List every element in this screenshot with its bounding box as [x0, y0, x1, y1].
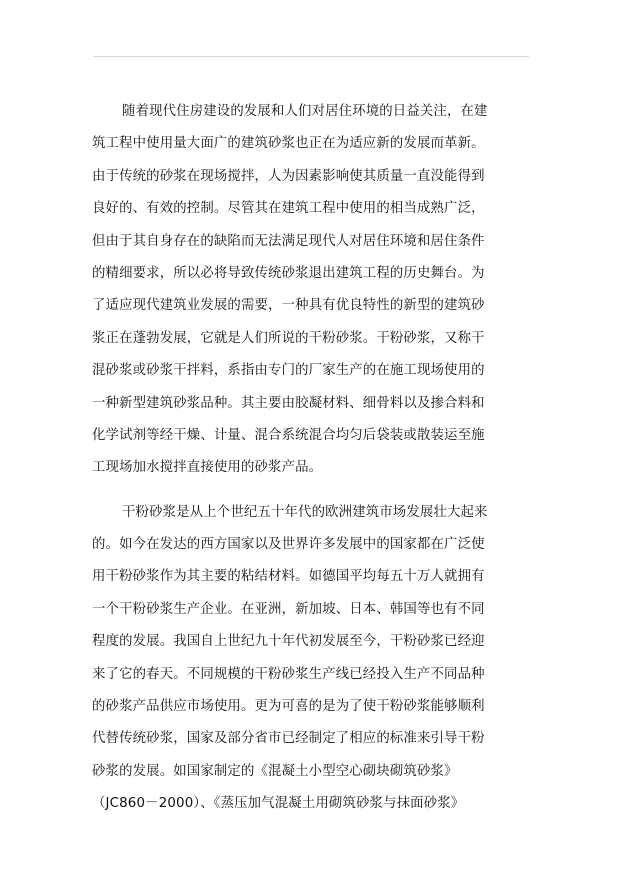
paragraph-line: 了适应现代建筑业发展的需要，一种具有优良特性的新型的建筑砂: [92, 298, 485, 314]
paragraph-line: 的。如今在发达的西方国家以及世界许多发展中的国家都在广泛使: [92, 537, 485, 553]
paragraph-line: 但由于其自身存在的缺陷而无法满足现代人对居住环境和居住条件: [92, 233, 485, 249]
paragraph-line: 化学试剂等经干燥、计量、混合系统混合均匀后袋装或散装运至施: [92, 427, 485, 443]
paragraph-line: 混砂浆或砂浆干拌料，系指由专门的厂家生产的在施工现场使用的: [92, 363, 485, 379]
paragraph-gap: [92, 485, 532, 497]
paragraph-line: 用干粉砂浆作为其主要的粘结材料。如德国平均每五十万人就拥有: [92, 569, 485, 585]
paragraph-line: 砂浆的发展。如国家制定的《混凝土小型空心砌块砌筑砂浆》: [92, 763, 458, 779]
document-body: [92, 96, 532, 821]
paragraph-line: 良好的、有效的控制。尽管其在建筑工程中使用的相当成熟广泛，: [92, 201, 485, 217]
paragraph-line: 来了它的春天。不同规模的干粉砂浆生产线已经投入生产不同品种: [92, 666, 485, 682]
paragraph-line: 的砂浆产品供应市场使用。更为可喜的是为了使干粉砂浆能够顺利: [92, 699, 485, 715]
paragraph-line: 工现场加水搅拌直接使用的砂浆产品。: [92, 460, 323, 476]
paragraph-2: [92, 497, 532, 821]
paragraph-line: （JC860－2000）、《蒸压加气混凝土用砌筑砂浆与抹面砂浆》: [92, 796, 465, 812]
paragraph-line: 一种新型建筑砂浆品种。其主要由胶凝材料、细骨料以及掺合料和: [92, 395, 485, 411]
paragraph-1: [92, 96, 532, 485]
paragraph-line: 浆正在蓬勃发展，它就是人们所说的干粉砂浆。干粉砂浆，又称干: [92, 330, 485, 346]
paragraph-line: 代替传统砂浆，国家及部分省市已经制定了相应的标准来引导干粉: [92, 731, 485, 747]
paragraph-line: 的精细要求，所以必将导致传统砂浆退出建筑工程的历史舞台。为: [92, 265, 485, 281]
paragraph-line: 一个干粉砂浆生产企业。在亚洲，新加坡、日本、韩国等也有不同: [92, 601, 485, 617]
header-divider: [93, 56, 529, 57]
paragraph-line: 干粉砂浆是从上个世纪五十年代的欧洲建筑市场发展壮大起来: [122, 504, 488, 520]
paragraph-line: 程度的发展。我国自上世纪九十年代初发展至今，干粉砂浆已经迎: [92, 634, 485, 650]
paragraph-line: 随着现代住房建设的发展和人们对居住环境的日益关注，在建: [122, 104, 488, 119]
paragraph-line: 由于传统的砂浆在现场搅拌，人为因素影响使其质量一直没能得到: [92, 168, 485, 184]
paragraph-line: 筑工程中使用量大面广的建筑砂浆也正在为适应新的发展而革新。: [92, 136, 485, 152]
